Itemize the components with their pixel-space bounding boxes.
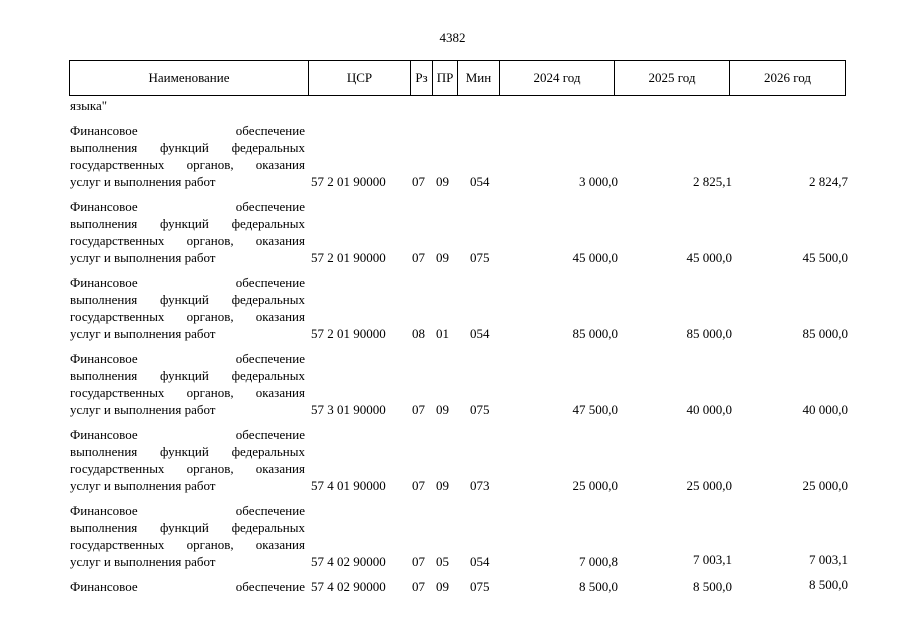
header-2024: 2024 год [500,61,615,96]
cell-min: 054 [470,326,490,341]
cell-csr: 57 2 01 90000 [311,174,386,189]
cell-min: 075 [470,579,490,594]
name-line-3: государственных органов, оказания [70,157,305,172]
cell-min: 054 [470,554,490,569]
cell-csr: 57 4 01 90000 [311,478,386,493]
cell-2025: 25 000,0 [686,478,732,493]
header-name: Наименование [70,61,309,96]
cell-2024: 47 500,0 [572,402,618,417]
cell-pr: 09 [436,402,449,417]
cell-2026: 7 003,1 [809,552,848,567]
name-line-1: Финансовое обеспечение [70,503,305,518]
name-line-3: государственных органов, оказания [70,233,305,248]
cell-2024: 8 500,0 [579,579,618,594]
cell-csr: 57 3 01 90000 [311,402,386,417]
cell-min: 073 [470,478,490,493]
cell-rz: 07 [412,174,425,189]
name-line-1: Финансовое обеспечение [70,199,305,214]
cell-rz: 08 [412,326,425,341]
row-name [70,198,305,266]
cell-csr: 57 2 01 90000 [311,250,386,265]
cell-pr: 09 [436,174,449,189]
row-name [70,426,305,494]
name-line-1: Финансовое обеспечение [70,579,305,594]
row-name [70,122,305,190]
name-line-3: государственных органов, оказания [70,385,305,400]
name-line-2: выполнения функций федеральных [70,520,305,535]
cell-min: 054 [470,174,490,189]
name-line-4: услуг и выполнения работ [70,554,216,569]
cell-rz: 07 [412,554,425,569]
cell-2024: 45 000,0 [572,250,618,265]
cell-2026: 40 000,0 [802,402,848,417]
cell-2026: 8 500,0 [809,577,848,592]
cell-rz: 07 [412,478,425,493]
cell-2026: 2 824,7 [809,174,848,189]
cell-pr: 09 [436,579,449,594]
name-line-4: услуг и выполнения работ [70,478,216,493]
cell-2025: 7 003,1 [693,552,732,567]
cell-2025: 8 500,0 [693,579,732,594]
name-line-1: Финансовое обеспечение [70,123,305,138]
header-2026: 2026 год [730,61,846,96]
cell-2026: 25 000,0 [802,478,848,493]
name-line-4: услуг и выполнения работ [70,250,216,265]
cell-2024: 3 000,0 [579,174,618,189]
cell-rz: 07 [412,579,425,594]
name-line-2: выполнения функций федеральных [70,368,305,383]
cell-csr: 57 4 02 90000 [311,554,386,569]
cell-rz: 07 [412,402,425,417]
name-line-1: Финансовое обеспечение [70,427,305,442]
cell-2025: 40 000,0 [686,402,732,417]
header-min: Мин [458,61,500,96]
cell-min: 075 [470,250,490,265]
header-rz: Рз [411,61,433,96]
cell-2025: 2 825,1 [693,174,732,189]
header-csr: ЦСР [309,61,411,96]
cell-2024: 85 000,0 [572,326,618,341]
row-name [70,350,305,418]
name-line-3: государственных органов, оказания [70,537,305,552]
row-name [70,502,305,570]
cell-2026: 45 500,0 [802,250,848,265]
cell-pr: 09 [436,250,449,265]
name-line-4: услуг и выполнения работ [70,402,216,417]
cell-rz: 07 [412,250,425,265]
name-line-4: услуг и выполнения работ [70,326,216,341]
row-name [70,578,305,595]
name-line-2: выполнения функций федеральных [70,216,305,231]
name-line-2: выполнения функций федеральных [70,140,305,155]
continuation-text: языка" [70,98,108,113]
header-row [70,61,846,96]
cell-2024: 25 000,0 [572,478,618,493]
cell-2026: 85 000,0 [802,326,848,341]
cell-csr: 57 4 02 90000 [311,579,386,594]
cell-pr: 05 [436,554,449,569]
name-line-4: услуг и выполнения работ [70,174,216,189]
name-line-3: государственных органов, оказания [70,309,305,324]
name-line-2: выполнения функций федеральных [70,292,305,307]
cell-min: 075 [470,402,490,417]
cell-csr: 57 2 01 90000 [311,326,386,341]
table-header [69,60,846,96]
name-line-1: Финансовое обеспечение [70,275,305,290]
header-2025: 2025 год [615,61,730,96]
header-pr: ПР [433,61,458,96]
cell-pr: 01 [436,326,449,341]
name-line-2: выполнения функций федеральных [70,444,305,459]
name-line-3: государственных органов, оказания [70,461,305,476]
name-line-1: Финансовое обеспечение [70,351,305,366]
cell-pr: 09 [436,478,449,493]
cell-2024: 7 000,8 [579,554,618,569]
row-name [70,274,305,342]
cell-2025: 85 000,0 [686,326,732,341]
cell-2025: 45 000,0 [686,250,732,265]
page-number: 4382 [439,30,466,45]
